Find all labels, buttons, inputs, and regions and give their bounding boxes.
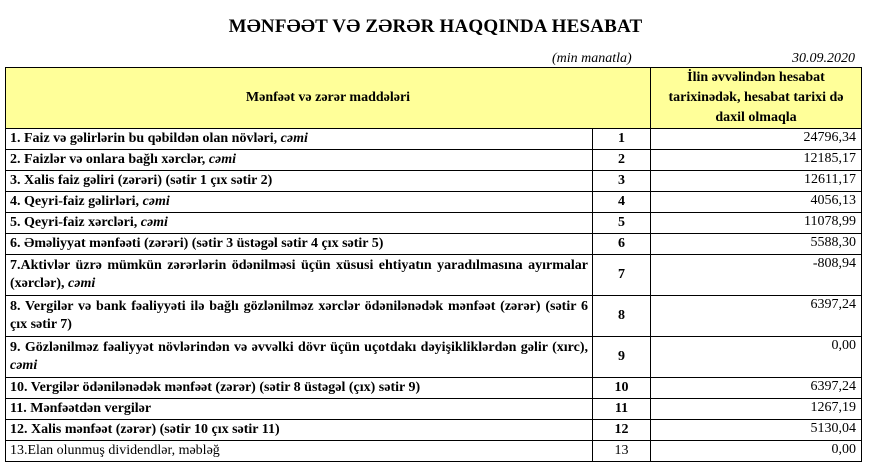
row-number: 8: [593, 296, 651, 337]
row-item-text: 9. Gözlənilməz fəaliyyət növlərindən və əvvəlki dövr üçün uçotdakı dəyişikliklərdən gəlir (xırc),: [10, 340, 588, 355]
row-item-text: 1. Faiz və gəlirlərin bu qəbildən olan növləri,: [10, 131, 281, 146]
table-row: [6, 129, 862, 150]
table-header-row: [6, 68, 862, 129]
row-item-text: 8. Vergilər və bank fəaliyyəti ilə bağlı gözlənilməz xərclər ödənilənədək mənfəət (zərər) (sətir 6 çıx sətir 7): [10, 299, 588, 332]
row-item-total-label: cəmi: [280, 131, 308, 146]
row-item-total-label: cəmi: [140, 215, 168, 230]
report-date: 30.09.2020: [792, 51, 855, 66]
table-row: [6, 234, 862, 255]
table-row: [6, 171, 862, 192]
row-item-total-label: cəmi: [208, 152, 237, 167]
table-row: [6, 296, 862, 337]
table-row: [6, 441, 862, 462]
row-item: [6, 192, 593, 213]
row-item: [6, 399, 593, 420]
row-number: 7: [593, 255, 651, 296]
row-value: 5130,04: [651, 420, 862, 441]
table-row: [6, 150, 862, 171]
row-number: 5: [593, 213, 651, 234]
row-item-text: 4. Qeyri-faiz gəlirləri,: [10, 194, 143, 209]
row-item: [6, 420, 593, 441]
row-item-text: 3. Xalis faiz gəliri (zərəri) (sətir 1 çıx sətir 2): [10, 173, 273, 188]
header-value: İlin əvvəlindən hesabat tarixinədək, hesabat tarixi də daxil olmaqla: [651, 68, 862, 129]
row-item-text: 2. Faizlər və onlara bağlı xərclər,: [10, 152, 209, 167]
profit-loss-table: [5, 67, 862, 462]
row-value: 0,00: [651, 337, 862, 378]
row-item-text: 5. Qeyri-faiz xərcləri,: [10, 215, 141, 230]
row-value: 6397,24: [651, 378, 862, 399]
table-row: [6, 399, 862, 420]
row-item-total-label: cəmi: [10, 358, 38, 373]
report-title: MƏNFƏƏT VƏ ZƏRƏR HAQQINDA HESABAT: [228, 16, 643, 37]
table-row: [6, 213, 862, 234]
row-number: 11: [593, 399, 651, 420]
row-item-total-label: cəmi: [142, 194, 170, 209]
row-item: [6, 129, 593, 150]
row-number: 2: [593, 150, 651, 171]
row-value: 24796,34: [651, 129, 862, 150]
table-row: [6, 420, 862, 441]
row-number: 10: [593, 378, 651, 399]
row-item: [6, 378, 593, 399]
units-note: (min manatla): [552, 51, 632, 66]
row-item: [6, 213, 593, 234]
row-item-text: 13.Elan olunmuş dividendlər, məbləğ: [10, 443, 220, 458]
table-row: [6, 378, 862, 399]
row-number: 1: [593, 129, 651, 150]
row-item-text: 10. Vergilər ödənilənədək mənfəət (zərər) (sətir 8 üstəgəl (çıx) sətir 9): [10, 380, 421, 395]
row-item-text: 12. Xalis mənfəət (zərər) (sətir 10 çıx sətir 11): [10, 422, 280, 437]
row-value: 12611,17: [651, 171, 862, 192]
row-number: 6: [593, 234, 651, 255]
row-value: 12185,17: [651, 150, 862, 171]
row-item-text: 11. Mənfəətdən vergilər: [10, 401, 152, 416]
row-item: [6, 234, 593, 255]
row-value: 0,00: [651, 441, 862, 462]
row-number: 3: [593, 171, 651, 192]
header-items: Mənfəət və zərər maddələri: [6, 68, 651, 129]
row-item: [6, 171, 593, 192]
row-number: 13: [593, 441, 651, 462]
row-item-total-label: cəmi: [68, 276, 96, 291]
row-item-text: 6. Əməliyyat mənfəəti (zərəri) (sətir 3 üstəgəl sətir 4 çıx sətir 5): [10, 236, 384, 251]
table-row: [6, 255, 862, 296]
row-item: [6, 255, 593, 296]
row-value: 6397,24: [651, 296, 862, 337]
row-item-text: 7.Aktivlər üzrə mümkün zərərlərin ödənilməsi üçün xüsusi ehtiyatın yaradılmasına ayırmalar (xərclər),: [10, 258, 588, 291]
row-item: [6, 296, 593, 337]
row-item: [6, 337, 593, 378]
row-item: [6, 441, 593, 462]
row-number: 12: [593, 420, 651, 441]
row-value: 11078,99: [651, 213, 862, 234]
table-row: [6, 192, 862, 213]
row-item: [6, 150, 593, 171]
row-number: 9: [593, 337, 651, 378]
row-value: 4056,13: [651, 192, 862, 213]
row-value: -808,94: [651, 255, 862, 296]
table-row: [6, 337, 862, 378]
row-number: 4: [593, 192, 651, 213]
row-value: 1267,19: [651, 399, 862, 420]
row-value: 5588,30: [651, 234, 862, 255]
